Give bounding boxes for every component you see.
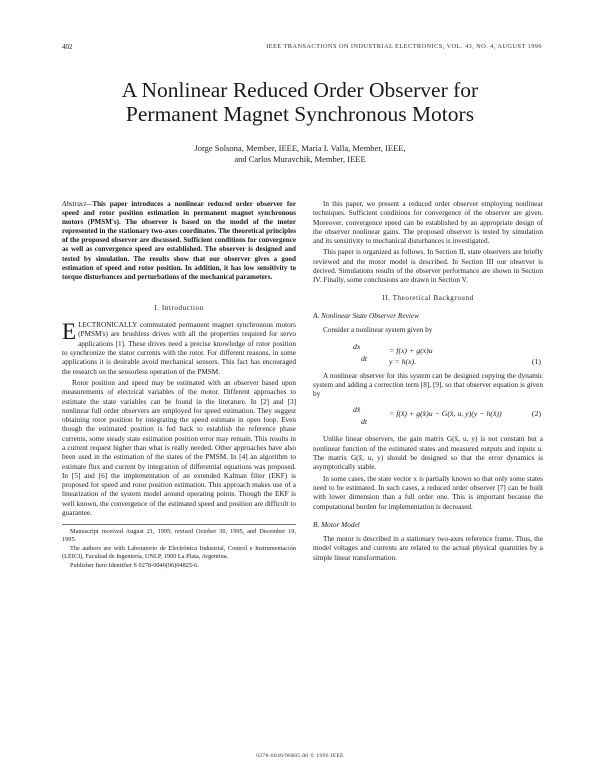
author-line: Jorge Solsona, Member, IEEE, María I. Valla, Member, IEEE, [194,143,406,153]
right-column [313,200,543,565]
eq2-observer-equation: = f(x̂) + g(x̂)u − G(x̂, u, y)(y − h(x̂)) [389,409,502,419]
body-paragraph: This paper is organized as follows. In Section II, state observers are briefly reviewed and the motor model is described. In Section III our observer is derived. Simulations results of the observer performance are shown in Section IV. Finally, some conclusions are drawn in Section V. [313,248,543,285]
body-paragraph: Unlike linear observers, the gain matrix G(x̂, u, y) is not constant but a nonlinear function of the estimated states and measured outputs and inputs u. The matrix G(x̂, u, y) should be designed so that the error dynamics is asymptotically stable. [313,435,543,472]
body-paragraph: The motor is described in a stationary two-axes reference frame. Thus, the model voltages and currents are related to the actual physical quantities by a simple linear transformation. [313,535,543,562]
paper-title [0,78,600,126]
running-head: IEEE TRANSACTIONS ON INDUSTRIAL ELECTRONICS, VOL. 43, NO. 4, AUGUST 1996 [266,43,542,50]
equation-2 [313,405,543,427]
eq1-derivative-numerator: dx [353,341,361,351]
eq2-derivative-denominator: dt [361,417,368,427]
body-paragraph: In this paper, we present a reduced order observer employing nonlinear techniques. Sufficient conditions for convergence of the observer are given. Moreover, convergence speed can be established by an appropriate design of the observer nonlinear gains. The proposed observer is tested by simulation and its sensitivity to mechanical disturbances is investigated. [313,200,543,246]
footnote-identifier: Publisher Item Identifier S 0278-0046(96)04825-6. [70,562,199,570]
subsection-heading-motor-model: B. Motor Model [313,519,360,529]
title-line: A Nonlinear Reduced Order Observer for [121,78,479,102]
subsection-heading-observer-review: A. Nonlinear State Observer Review [313,310,419,320]
equation-1 [313,342,543,364]
page-number: 402 [62,43,73,51]
body-paragraph: In some cases, the state vector x is partially known so that only some states need to be estimated. In such cases, a reduced order observer [7] can be built with lower dimension than a full order one. This is important because the computational burden for implementation is decreased. [313,474,543,511]
drop-cap: E [62,319,77,345]
author-line: and Carlos Muravchik, Member, IEEE [234,154,366,164]
abstract-text: This paper introduces a nonlinear reduced order observer for speed and rotor position estimation in permanent magnet synchronous motors (PMSM's). The observer is based on the model of the motor represented in the stationary two-axes coordinates. The theoretical principles of the proposed observer are discussed. Sufficient conditions for convergence as well as convergence speed are established. The observer is designed and tested by simulation. The results show that our observer gives a good estimation of speed and rotor position. In addition, it has low sensitivity to torque disturbances and perturbations of the mechanical parameters. [62,200,296,281]
section-heading-background: II. Theoretical Background [382,293,474,302]
eq1-derivative-denominator: dt [361,353,368,363]
section-heading-introduction: I. Introduction [154,303,204,312]
author-list [0,143,600,165]
footnote-affiliation: The authors are with Laboratorio de Electrónica Industrial, Control e Instrumentación (LEICI), Facultad de Ingeniería, UNLP, 1900 La Plata, Argentina. [62,545,296,561]
body-paragraph: A nonlinear observer for this system can be designed copying the dynamic system and adding a correction term [8], [9], so that observer equation is given by [313,371,543,399]
title-line: Permanent Magnet Synchronous Motors [125,102,475,126]
left-column [62,200,296,571]
footnote-received: Manuscript received August 21, 1995; revised October 30, 1995, and December 19, 1995. [62,528,296,544]
eq2-derivative-numerator: dx̂ [353,405,361,415]
intro-paragraph [62,321,296,377]
footnote [62,524,296,570]
intro-paragraph: Rotor position and speed may be estimated with an observer based upon measurements of electrical variables of the motor. Different approaches to estimate the state variables can be found in the literature. In [2] and [3] nonlinear full order observers are employed for speed estimation. They suggest obtaining rotor position by integrating the speed estimate in open loop. Even though the estimated position is fed back to establish the reference phase currents, some steady state estimation position error may remain. This results in a current request higher than what is really needed. Other approaches have also been used in the estimation of the states of the PMSM. In [4] an algorithm to estimate flux and current by integration of differential equations was proposed. In [5] and [6] the implementation of an extended Kalman filter (EKF) is proposed for speed and rotor position estimation. This approach makes use of a linearization of the system model around operating points. Though the EKF is well known, the convergence of the estimated speed and position are difficult to guarantee. [62,378,296,518]
intro-paragraph-text: LECTRONICALLY commutated permanent magnet synchronous motors (PMSM's) are brushless drives with all the properties required for servo applications [1]. These drives need a precise knowledge of rotor position to synchronize the stator currents with the rotor. For different reasons, in some applications it is desirable avoid mechanical sensors. This fact has encouraged the research on the sensorless operation of the PMSM. [62,321,296,376]
body-paragraph: Consider a nonlinear system given by [323,326,433,335]
abstract-label: Abstract— [62,200,93,208]
equation-number: (1) [531,356,541,366]
abstract [62,200,296,282]
copyright-footer: 0278-0046/96$05.00 © 1996 IEEE [256,753,344,759]
eq1-output-equation: y = h(x). [389,356,417,366]
eq1-state-equation: = f(x) + g(x)u [389,345,433,355]
equation-number: (2) [531,409,541,419]
